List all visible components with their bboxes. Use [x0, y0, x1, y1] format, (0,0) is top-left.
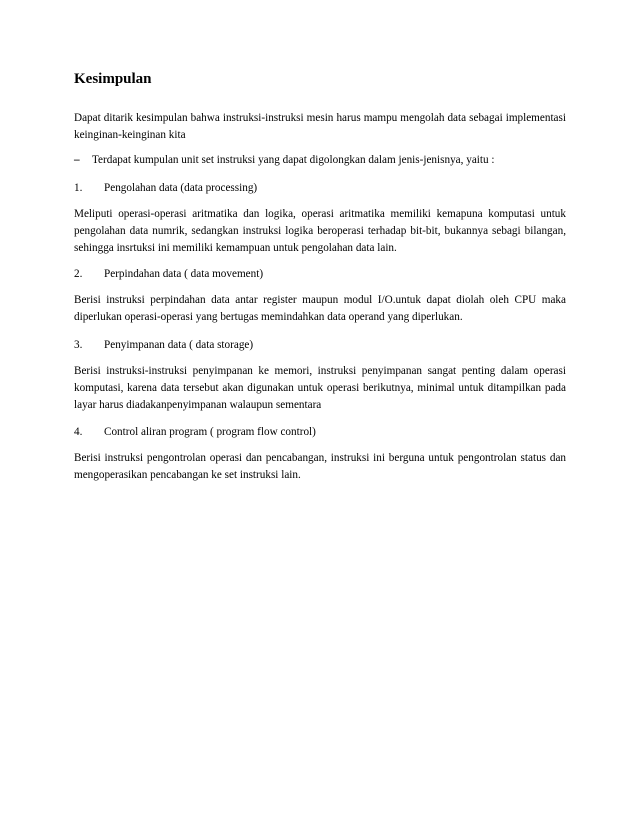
- section-body-1: Meliputi operasi-operasi aritmatika dan logika, operasi aritmatika memiliki kemapuna komputasi untuk pengolahan data numrik, sedangkan instruksi logika beroperasi terhadap bit-bit, bukannya sebagi bilangan, sehingga insrtuksi ini memiliki kemampuan untuk pengolahan data lain.: [74, 208, 566, 254]
- section-number: 1.: [74, 182, 83, 194]
- section-body-3: Berisi instruksi-instruksi penyimpanan ke memori, instruksi penyimpanan sangat penting dalam operasi komputasi, karena data tersebut akan digunakan untuk operasi berikutnya, minimal untuk ditampilkan pada layar harus diadakanpenyimpanan walaupun sementara: [74, 365, 566, 411]
- section-heading-text: Control aliran program ( program flow control): [104, 426, 316, 438]
- section-heading-4: [74, 424, 316, 440]
- section-heading-text: Perpindahan data ( data movement): [104, 268, 264, 280]
- dash-bullet-icon: –: [74, 154, 80, 166]
- section-heading-text: Pengolahan data (data processing): [104, 182, 258, 194]
- document-page: [74, 0, 566, 826]
- section-heading-text: Penyimpanan data ( data storage): [104, 339, 254, 351]
- section-number: 2.: [74, 268, 83, 280]
- section-heading-3: [74, 337, 253, 353]
- section-number: 4.: [74, 426, 83, 438]
- intro-paragraph: Dapat ditarik kesimpulan bahwa instruksi-instruksi mesin harus mampu mengolah data sebagai implementasi keinginan-keinginan kita: [74, 112, 566, 141]
- section-number: 3.: [74, 339, 83, 351]
- bullet-text: Terdapat kumpulan unit set instruksi yang dapat digolongkan dalam jenis-jenisnya, yaitu :: [92, 154, 495, 166]
- section-body-4: Berisi instruksi pengontrolan operasi dan pencabangan, instruksi ini berguna untuk pengontrolan status dan mengoperasikan pencabangan ke set instruksi lain.: [74, 452, 566, 481]
- section-heading-1: [74, 180, 257, 196]
- bullet-line: [74, 152, 495, 168]
- section-body-2: Berisi instruksi perpindahan data antar register maupun modul I/O.untuk dapat diolah oleh CPU maka diperlukan operasi-operasi yang bertugas memindahkan data operand yang diperlukan.: [74, 294, 566, 323]
- section-heading-2: [74, 266, 263, 282]
- document-title: Kesimpulan: [74, 71, 152, 87]
